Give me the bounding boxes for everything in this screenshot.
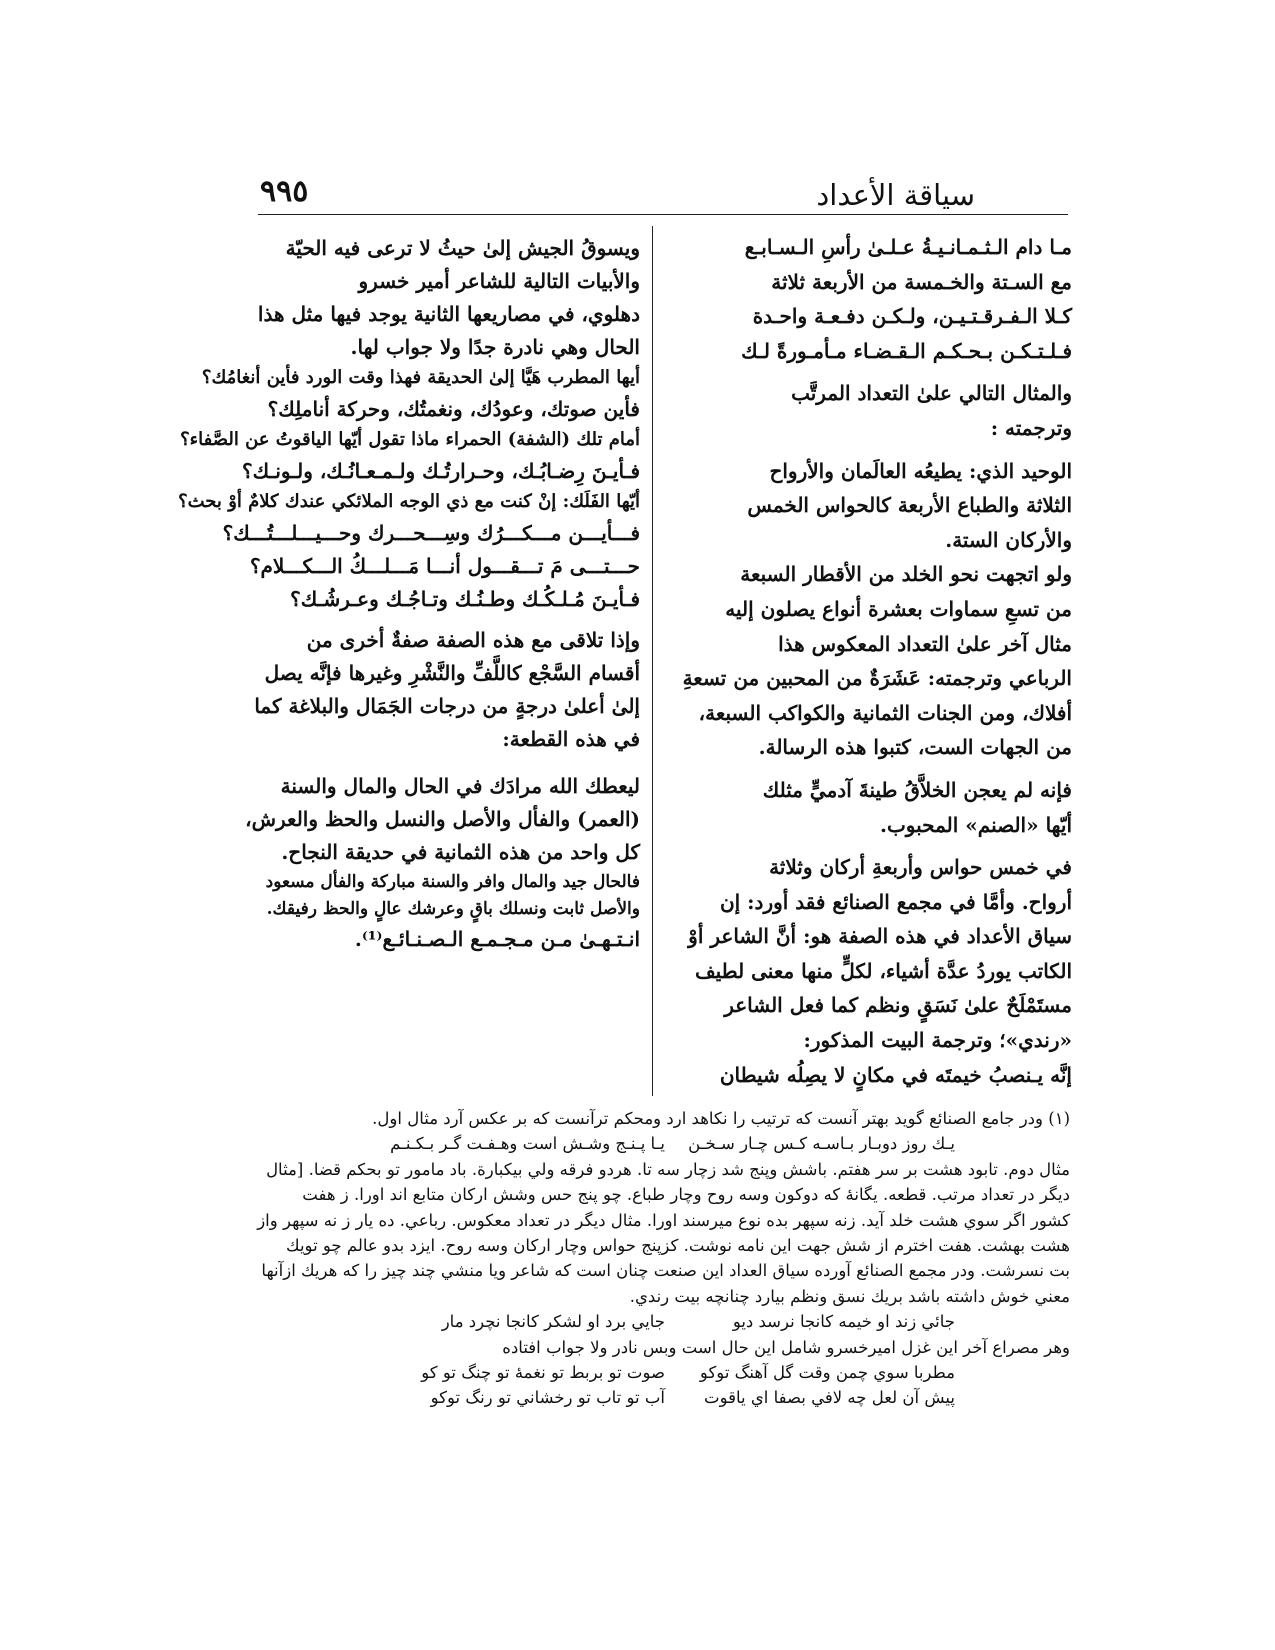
text-line: سياق الأعداد في هذه الصفة هو: أنَّ الشاعر أوْ	[688, 924, 1072, 949]
text-line: والأركان الستة.	[945, 527, 1072, 552]
right-column	[664, 230, 1072, 1092]
verse-line: ويسوقُ الجيش إلىٰ حيثُ لا ترعى فيه الحيّة	[285, 236, 640, 260]
text-line: ليعطك الله مرادَك في الحال والمال والسنة	[280, 774, 640, 798]
footnote-line: كشور اگر سوي هشت خلد آيد. زنه سپهر بده نوع ميرسند اورا. مثال ديگر در تعداد معكوس. رباعي. ده يار ز نه سپهر واز	[257, 1210, 1070, 1230]
text-line: في خمس حواس وأربعةِ أركان وثلاثة	[769, 855, 1072, 880]
footnote-verse	[236, 1385, 1070, 1410]
verse-line: فـلـتـكـن بـحـكـم الـقـضـاء مـأمـورةً لـك	[741, 338, 1072, 363]
hemistich: مطربا سوي چمن وقت گل آهنگ توكو	[699, 1362, 955, 1382]
source-note: انـتـهـىٰ مـن مـجـمـع الـصـنـائـع⁽¹⁾.	[354, 927, 640, 951]
verse-line: فـــأيـــن مـــكـــرُك وسِـــحـــرك وحـــيـــلـــتُـــك؟	[222, 521, 640, 545]
footnote-verse	[236, 1360, 1070, 1385]
hemistich: آب تو تاب تو رخشاني تو رنگ توكو	[430, 1388, 665, 1408]
hemistich: جايي برد او لشكر كانجا نچرد مار	[441, 1312, 665, 1332]
text-line: (العمر) والفأل والأصل والنسل والحظ والعرش،	[245, 807, 640, 831]
text-line: وترجمته :	[990, 415, 1072, 440]
text-line: أيّها «الصنم» المحبوب.	[880, 812, 1072, 837]
text-line: الرباعي وترجمته: عَشَرَةٌ من المحبين من تسعةِ	[682, 666, 1072, 691]
text-line: من الجهات الست، كتبوا هذه الرسالة.	[758, 735, 1072, 760]
footnote-line: بت نسرشت. ودر مجمع الصنائع آورده سياق العداد اين صنعت چنان است كه شاعر ويا منشي چند چيز را كه هريك ازآنها	[261, 1261, 1070, 1281]
hemistich: صوت تو بربط تو نغمهٔ تو چنگ تو كو	[421, 1362, 665, 1382]
text-line: فالحال جيد والمال وافر والسنة مباركة والفأل مسعود	[265, 872, 640, 892]
hemistich: يـك روز دوبـار بـاسـه كـس چـار سـخـن	[688, 1134, 955, 1154]
hemistich: جائي زند او خيمه كانجا نرسد ديو	[732, 1312, 955, 1332]
verse-line: أمام تلك (الشفة) الحمراء ماذا تقول أيّها الياقوتُ عن الصَّفاء؟	[180, 429, 640, 450]
footnote-line: ديگر در تعداد مرتب. قطعه. يگانهٔ كه دوكون وسه روح وچار طباع. چو پنج حس وشش اركان متابع اند اورا. ز هفت	[302, 1185, 1070, 1205]
verse-line: فـأيـنَ مُـلـكُـك وطـنُـك وتـاجُـك وعـرشُـك؟	[290, 587, 640, 611]
hemistich: يـا پـنـج وشـش است وهـفـت گـر بـكـنـم	[390, 1134, 665, 1154]
footnote-verse	[236, 1309, 1070, 1334]
verse-line: كـلا الـفـرقـتـيـن، ولـكـن دفـعـة واحـدة	[752, 304, 1072, 329]
text-line: مستَمْلَحٌ علىٰ نَسَقٍ ونظم كما فعل الشاعر	[724, 993, 1072, 1018]
header-rule	[258, 214, 1068, 215]
text-line: الثلاثة والطباع الأربعة كالحواس الخمس	[747, 493, 1072, 518]
text-line: أرواح. وأمَّا في مجمع الصنائع فقد أورد: إن	[719, 889, 1072, 914]
verse-line: فـأيـنَ رِضـابُـك، وحـرارتُـك ولـمـعـانُـك، ولـونـك؟	[242, 459, 640, 483]
verse-line: مع السـتة والخـمسة من الأربعة ثلاثة	[771, 269, 1072, 294]
footnote-line: هشت بهشت. هفت اخترم از شش جهت اين نامه نوشت. كزپنج حواس وچار اركان وسه روح. ايزد بدو عالم چو تويك	[286, 1235, 1070, 1255]
text-line: الوحيد الذي: يطيعُه العالَمان والأرواح	[769, 458, 1072, 483]
text-line: كل واحد من هذه الثمانية في حديقة النجاح.	[281, 840, 640, 864]
left-column	[178, 232, 640, 956]
text-line: أفلاك، ومن الجنات الثمانية والكواكب السبعة،	[698, 700, 1072, 725]
text-line: وإذا تلاقى مع هذه الصفة صفةٌ أخرى من	[306, 628, 640, 652]
verse-line: مـا دام الـثـمـانـيـةُ عـلـىٰ رأسِ الـسـابـع	[744, 235, 1072, 259]
text-line: ولو اتجهت نحو الخلد من الأقطار السبعة	[740, 562, 1072, 587]
text-line: الكاتب يوردُ عدَّة أشياء، لكلٍّ منها معنى لطيف	[694, 958, 1072, 983]
footnote-line: (١) ودر جامع الصنائع گويد بهتر آنست كه ترتيب را نكاهد ارد ومحكم ترآنست كه بر عكس آرد مثال اول.	[372, 1109, 1070, 1128]
column-divider	[652, 226, 653, 1096]
verse-line: فأين صوتك، وعودُك، ونغمتُك، وحركة أناملِك؟	[267, 397, 640, 421]
text-line: والمثال التالي علىٰ التعداد المرتَّب	[791, 381, 1072, 406]
verse-line: أيّها الفَلَك: إنْ كنت مع ذي الوجه الملائكي عندك كلامٌ أوْ بحث؟	[178, 491, 640, 512]
text-line: في هذه القطعة:	[502, 727, 640, 751]
footnote-line: وهر مصراع آخر اين غزل اميرخسرو شامل اين حال است وبس نادر ولا جواب افتاده	[502, 1337, 1070, 1357]
text-line: أقسام السَّجْع كاللَّفِّ والنَّشْرِ وغيرها فإنَّه يصل	[264, 661, 640, 685]
footnotes	[236, 1106, 1070, 1411]
text-line: والأصل ثابت ونسلك باقٍ وعرشك عالٍ والحظ رفيقك.	[266, 899, 640, 919]
text-line: الحال وهي نادرة جدًا ولا جواب لها.	[350, 335, 640, 359]
text-line: إنَّه يـنصبُ خيمتَه في مكانٍ لا يصِلُه شيطان	[719, 1062, 1072, 1087]
hemistich: پيش آن لعل چه لافي بصفا اي ياقوت	[704, 1388, 955, 1408]
text-line: «رندي»؛ وترجمة البيت المذكور:	[803, 1028, 1072, 1053]
text-line: إلىٰ أعلىٰ درجةٍ من درجات الجَمَال والبلاغة كما	[254, 694, 640, 718]
text-line: دهلوي، في مصاريعها الثانية يوجد فيها مثل هذا	[257, 302, 640, 326]
verse-line: أيها المطرب هَيَّا إلىٰ الحديقة فهذا وقت الورد فأين أنغامُك؟	[201, 367, 640, 388]
footnote-line: معني خوش داشته باشد بريك نسق ونظم بيارد چنانچه بيت رندي.	[629, 1286, 1070, 1306]
text-line: والأبيات التالية للشاعر أمير خسرو	[358, 269, 640, 293]
footnote-line: مثال دوم. تابود هشت بر سر هفتم. باشش وپنج شد زچار سه تا. هردو فرقه ولي بيكبارة. باد مامور تو بحكم قضا. [مثال	[266, 1159, 1070, 1179]
page-number: ٩٩٥	[260, 174, 309, 209]
footnote-verse	[236, 1131, 1070, 1156]
text-line: من تسعِ سماوات بعشرة أنواع يصلون إليه	[725, 596, 1072, 621]
running-title: سياقة الأعداد	[816, 178, 975, 212]
verse-line: حـــتـــى مَ تـــقـــول أنـــا مَـــلـــكُ الـــكـــلام؟	[249, 554, 640, 578]
text-line: مثال آخر علىٰ التعداد المعكوس هذا	[778, 631, 1072, 656]
text-line: فإنه لم يعجن الخلاَّقُ طينةَ آدميٍّ مثلك	[762, 777, 1072, 802]
